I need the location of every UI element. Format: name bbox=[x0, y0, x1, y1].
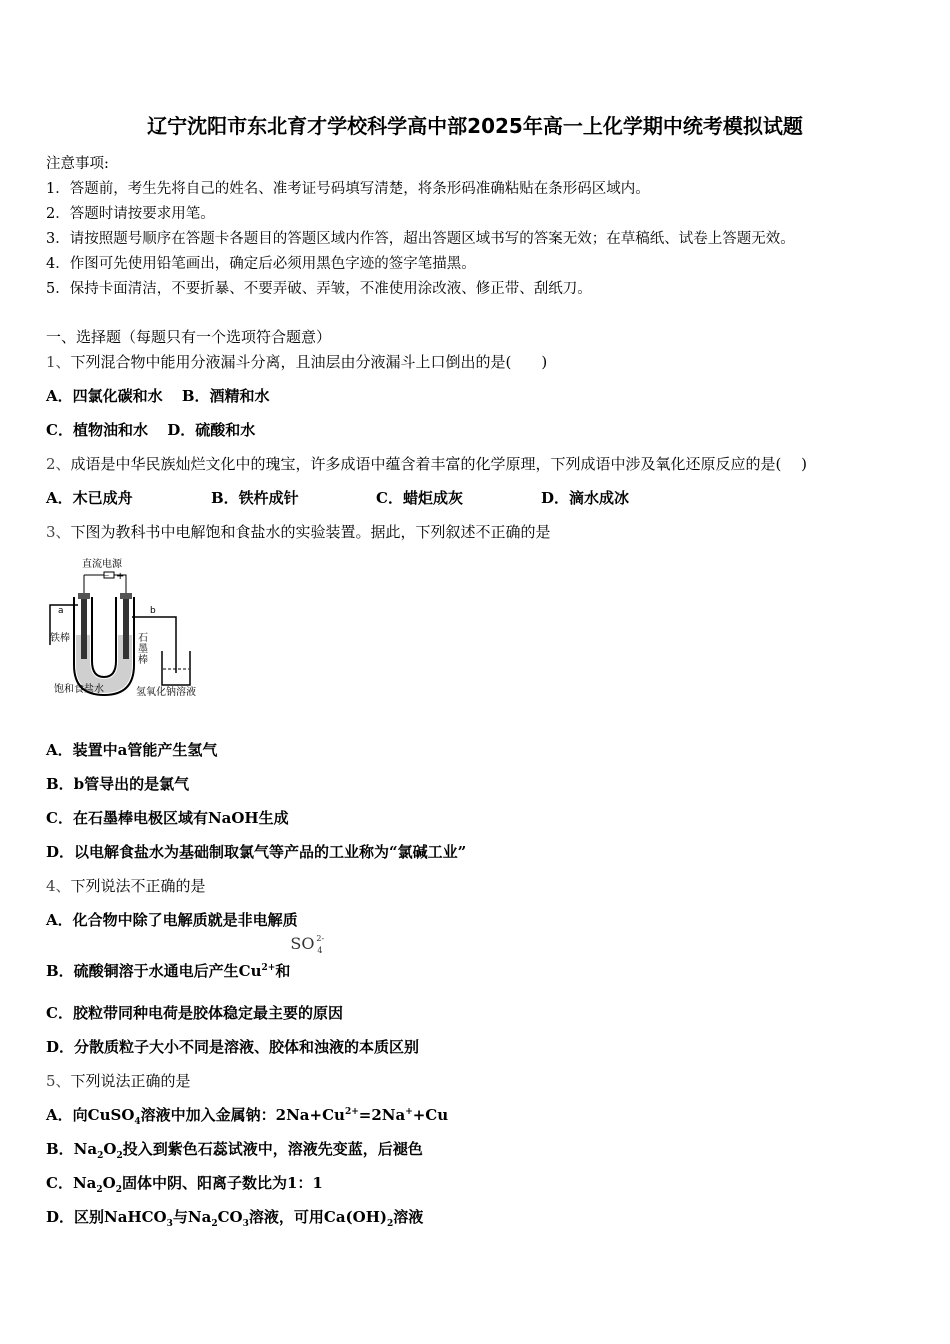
text: CO bbox=[217, 1208, 243, 1226]
graphite-label-3: 棒 bbox=[138, 655, 148, 666]
option-d[interactable]: D．滴水成冰 bbox=[541, 489, 630, 507]
text: 溶液，可用Ca(OH) bbox=[248, 1208, 387, 1226]
sulfate-so: SO bbox=[290, 934, 315, 953]
text: 溶液 bbox=[393, 1208, 424, 1226]
question-4-option-c[interactable]: C．胶粒带同种电荷是胶体稳定最主要的原因 bbox=[46, 1004, 343, 1022]
text: =2Na bbox=[358, 1106, 406, 1124]
subscript: 2 bbox=[97, 1151, 104, 1161]
question-5-option-c[interactable] bbox=[46, 1172, 323, 1195]
sulfate-charge: 2- bbox=[316, 934, 325, 943]
question-4-option-d[interactable]: D．分散质粒子大小不同是溶液、胶体和浊液的本质区别 bbox=[46, 1038, 420, 1056]
question-1-options-row-2 bbox=[46, 419, 255, 440]
question-number: 1、 bbox=[46, 353, 71, 371]
option-c[interactable]: C．植物油和水 bbox=[46, 421, 148, 439]
option-b[interactable]: B．酒精和水 bbox=[181, 387, 270, 405]
question-3-option-a[interactable]: A．装置中a管能产生氢气 bbox=[46, 741, 218, 759]
option-b[interactable]: B．铁杵成针 bbox=[211, 489, 299, 507]
plus-sign: + bbox=[116, 571, 125, 582]
subscript: 3 bbox=[242, 1219, 249, 1229]
graphite-rod bbox=[123, 593, 129, 659]
brine-label: 饱和食盐水 bbox=[54, 684, 104, 695]
question-1-stem bbox=[46, 351, 547, 372]
subscript: 2 bbox=[211, 1219, 218, 1229]
power-supply-label: 直流电源 bbox=[82, 559, 122, 570]
question-4-stem bbox=[46, 875, 206, 896]
notice-heading: 注意事项: bbox=[46, 156, 109, 172]
subscript: 2 bbox=[115, 1185, 122, 1195]
cu-charge: 2+ bbox=[261, 963, 276, 973]
question-number: 4、 bbox=[46, 877, 71, 895]
question-text: 下列混合物中能用分液漏斗分离，且油层由分液漏斗上口倒出的是( ) bbox=[70, 353, 548, 371]
text: B．Na bbox=[46, 1140, 98, 1158]
sulfate-ion-formula bbox=[290, 934, 330, 972]
subscript: 2 bbox=[116, 1151, 123, 1161]
question-text: 下列说法不正确的是 bbox=[70, 877, 206, 895]
graphite-label-1: 石 bbox=[138, 633, 148, 644]
question-text: 下图为教科书中电解饱和食盐水的实验装置。据此，下列叙述不正确的是 bbox=[70, 523, 551, 541]
sulfate-subscript: 4 bbox=[317, 946, 323, 955]
u-tube-inner bbox=[92, 597, 116, 677]
superscript: + bbox=[405, 1107, 413, 1117]
minus-sign: － bbox=[100, 571, 110, 582]
question-number: 5、 bbox=[46, 1072, 71, 1090]
text: +Cu bbox=[412, 1106, 449, 1124]
question-3-option-d[interactable]: D．以电解食盐水为基础制取氯气等产品的工业称为“氯碱工业” bbox=[46, 843, 467, 861]
question-4-option-a[interactable]: A．化合物中除了电解质就是非电解质 bbox=[46, 911, 298, 929]
notice-item-2: 2．答题时请按要求用笔。 bbox=[46, 206, 215, 222]
question-3-option-c[interactable]: C．在石墨棒电极区域有NaOH生成 bbox=[46, 809, 289, 827]
question-text: 下列说法正确的是 bbox=[70, 1072, 191, 1090]
option-b-and: 和 bbox=[275, 962, 291, 980]
question-2-options bbox=[46, 487, 629, 508]
question-3-option-b[interactable]: B．b管导出的是氯气 bbox=[46, 775, 190, 793]
iron-rod-label: 铁棒 bbox=[50, 633, 70, 644]
question-number: 3、 bbox=[46, 523, 71, 541]
subscript: 3 bbox=[166, 1219, 173, 1229]
text: D．区别NaHCO bbox=[46, 1208, 167, 1226]
stopper-left bbox=[78, 593, 90, 599]
iron-rod bbox=[81, 593, 87, 659]
text: C．Na bbox=[46, 1174, 97, 1192]
text: 溶液中加入金属钠：2Na+Cu bbox=[140, 1106, 345, 1124]
question-text: 成语是中华民族灿烂文化中的瑰宝，许多成语中蕴含着丰富的化学原理，下列成语中涉及氧化还原反应的是( ) bbox=[70, 455, 808, 473]
label-a: a bbox=[58, 606, 64, 616]
question-4-option-b[interactable] bbox=[46, 934, 330, 981]
stopper-right bbox=[120, 593, 132, 599]
question-5-stem bbox=[46, 1070, 191, 1091]
graphite-label-2: 墨 bbox=[138, 644, 148, 655]
option-b-text: B．硫酸铜溶于水通电后产生Cu bbox=[46, 962, 262, 980]
option-c[interactable]: C．蜡炬成灰 bbox=[376, 489, 463, 507]
notice-item-3: 3．请按照题号顺序在答题卡各题目的答题区域内作答，超出答题区域书写的答案无效；在草稿纸、试卷上答题无效。 bbox=[46, 231, 795, 247]
text: 固体中阴、阳离子数比为1：1 bbox=[121, 1174, 323, 1192]
text: O bbox=[102, 1174, 116, 1192]
question-1-options-row-1 bbox=[46, 385, 270, 406]
option-a[interactable]: A．四氯化碳和水 bbox=[46, 387, 163, 405]
text: O bbox=[103, 1140, 117, 1158]
text: 与Na bbox=[172, 1208, 212, 1226]
electrolysis-apparatus-diagram bbox=[44, 555, 224, 705]
question-5-option-a[interactable] bbox=[46, 1104, 448, 1127]
option-a[interactable]: A．木已成舟 bbox=[46, 489, 133, 507]
text: A．向CuSO bbox=[46, 1106, 135, 1124]
notice-item-4: 4．作图可先使用铅笔画出，确定后必须用黑色字迹的签字笔描黑。 bbox=[46, 256, 476, 272]
question-5-option-d[interactable] bbox=[46, 1206, 423, 1229]
question-5-option-b[interactable] bbox=[46, 1138, 423, 1161]
text: 投入到紫色石蕊试液中，溶液先变蓝，后褪色 bbox=[122, 1140, 423, 1158]
question-3-stem bbox=[46, 521, 551, 542]
notice-item-5: 5．保持卡面清洁，不要折暴、不要弄破、弄皱，不准使用涂改液、修正带、刮纸刀。 bbox=[46, 281, 592, 297]
label-b: b bbox=[150, 606, 156, 616]
notice-item-1: 1．答题前，考生先将自己的姓名、准考证号码填写清楚，将条形码准确粘贴在条形码区域内。 bbox=[46, 181, 650, 197]
subscript: 2 bbox=[386, 1219, 394, 1229]
subscript: 4 bbox=[134, 1117, 141, 1127]
section-heading: 一、选择题（每题只有一个选项符合题意） bbox=[46, 328, 332, 346]
page-title: 辽宁沈阳市东北育才学校科学高中部2025年高一上化学期中统考模拟试题 bbox=[147, 114, 803, 138]
subscript: 2 bbox=[96, 1185, 103, 1195]
superscript: 2+ bbox=[344, 1107, 359, 1117]
question-number: 2、 bbox=[46, 455, 71, 473]
option-d[interactable]: D．硫酸和水 bbox=[167, 421, 256, 439]
naoh-solution-label: 氢氧化钠溶液 bbox=[136, 687, 196, 698]
question-2-stem bbox=[46, 453, 807, 474]
